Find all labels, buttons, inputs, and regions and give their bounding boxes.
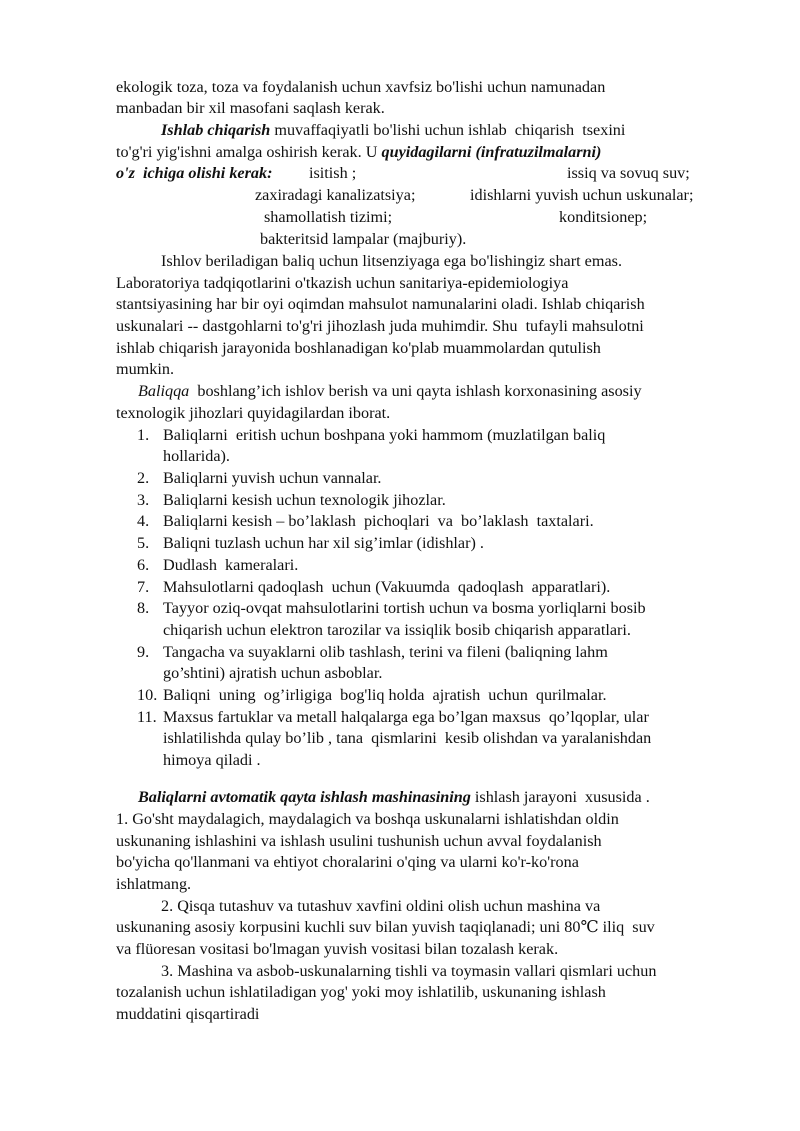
- paragraph-line: Laboratoriya tadqiqotlarini o'tkazish uchun sanitariya-epidemiologiya: [116, 274, 569, 292]
- list-item: Dudlash kameralari.: [163, 556, 299, 574]
- paragraph-line: muddatini qisqartiradi: [116, 1005, 260, 1023]
- list-number: 1.: [137, 426, 150, 444]
- paragraph-line: [138, 381, 642, 402]
- list-item: Baliqni uning og’irligiga bog'liq holda ajratish uchun qurilmalar.: [163, 686, 607, 704]
- paragraph-line: 2. Qisqa tutashuv va tutashuv xavfini oldini olish uchun mashina va: [161, 897, 601, 915]
- list-item: Baliqni tuzlash uchun har xil sig’imlar (idishlar) .: [163, 534, 484, 552]
- paragraph-line: uskunaning asosiy korpusini kuchli suv bilan yuvish taqiqlanadi; uni 80℃ iliq suv: [116, 918, 655, 936]
- list-item: Baliqlarni eritish uchun boshpana yoki hammom (muzlatilgan baliq: [163, 426, 606, 444]
- list-number: 5.: [137, 534, 150, 552]
- paragraph-line: manbadan bir xil masofani saqlash kerak.: [116, 99, 385, 117]
- list-item: hollarida).: [163, 447, 230, 465]
- paragraph-line: bo'yicha qo'llanmani va ehtiyot choralarini o'qing va ularni ko'r-ko'rona: [116, 853, 579, 871]
- list-number: 3.: [137, 491, 150, 509]
- bold-term: quyidagilarni (infratuzilmalarni): [381, 143, 602, 161]
- paragraph-line: ekologik toza, toza va foydalanish uchun xavfsiz bo'lishi uchun namunadan: [116, 78, 606, 96]
- infra-item: issiq va sovuq suv;: [567, 164, 690, 182]
- infra-item: isitish ;: [309, 164, 357, 182]
- list-item: Baliqlarni kesish uchun texnologik jihozlar.: [163, 491, 446, 509]
- text-run: ishlash jarayoni xususida .: [470, 788, 650, 806]
- list-number: 9.: [137, 643, 150, 661]
- list-number: 8.: [137, 599, 150, 617]
- text-run: boshlang’ich ishlov berish va uni qayta ishlash korxonasining asosiy: [189, 382, 642, 400]
- bold-term: o'z ichiga olishi kerak:: [116, 164, 273, 182]
- list-item: Tayyor oziq-ovqat mahsulotlarini tortish uchun va bosma yorliqlarni bosib: [163, 599, 646, 617]
- paragraph-line: uskunaning ishlashini va ishlash usulini tushunish uchun avval foydalanish: [116, 832, 602, 850]
- infra-item: idishlarni yuvish uchun uskunalar;: [470, 186, 694, 204]
- paragraph-line: ishlab chiqarish jarayonida boshlanadigan ko'plab muammolardan qutulish: [116, 339, 601, 357]
- paragraph-line: [116, 142, 601, 163]
- list-number: 2.: [137, 469, 150, 487]
- paragraph-line: 3. Mashina va asbob-uskunalarning tishli va toymasin vallari qismlari uchun: [161, 962, 657, 980]
- infra-item: zaxiradagi kanalizatsiya;: [255, 186, 416, 204]
- paragraph-line: texnologik jihozlari quyidagilardan iborat.: [116, 404, 391, 422]
- list-item: himoya qiladi .: [163, 751, 261, 769]
- list-item: Tangacha va suyaklarni olib tashlash, terini va fileni (baliqning lahm: [163, 643, 608, 661]
- bold-term: Baliqlarni avtomatik qayta ishlash mashinasining: [138, 788, 471, 806]
- text-run: to'g'ri yig'ishni amalga oshirish kerak. U: [116, 143, 382, 161]
- infra-item: konditsionep;: [559, 208, 648, 226]
- paragraph-line: 1. Go'sht maydalagich, maydalagich va boshqa uskunalarni ishlatishdan oldin: [116, 810, 619, 828]
- paragraph-line: tozalanish uchun ishlatiladigan yog' yoki moy ishlatilib, uskunaning ishlash: [116, 983, 606, 1001]
- paragraph-line: mumkin.: [116, 360, 175, 378]
- paragraph-line: stantsiyasining har bir oyi oqimdan mahsulot namunalarini oladi. Ishlab chiqarish: [116, 295, 645, 313]
- italic-term: Baliqqa: [138, 382, 190, 400]
- list-item: Baliqlarni yuvish uchun vannalar.: [163, 469, 382, 487]
- list-item: Baliqlarni kesish – bo’laklash pichoqlari va bo’laklash taxtalari.: [163, 512, 594, 530]
- list-item: Maxsus fartuklar va metall halqalarga ega bo’lgan maxsus qo’lqoplar, ular: [163, 708, 649, 726]
- paragraph-line: ishlatmang.: [116, 875, 192, 893]
- paragraph-line: uskunalari -- dastgohlarni to'g'ri jihozlash juda muhimdir. Shu tufayli mahsulotni: [116, 317, 644, 335]
- infra-item: shamollatish tizimi;: [264, 208, 393, 226]
- list-item: go’shtini) ajratish uchun asboblar.: [163, 664, 383, 682]
- list-item: chiqarish uchun elektron tarozilar va issiqlik bosib chiqarish apparatlari.: [163, 621, 631, 639]
- paragraph-line: Ishlov beriladigan baliq uchun litsenziyaga ega bo'lishingiz shart emas.: [161, 252, 622, 270]
- bold-term: Ishlab chiqarish: [161, 121, 271, 139]
- list-item: ishlatilishda qulay bo’lib , tana qismlarini kesib olishdan va yaralanishdan: [163, 729, 652, 747]
- list-number: 4.: [137, 512, 150, 530]
- paragraph-line: [138, 787, 650, 808]
- list-number: 10.: [137, 686, 158, 704]
- list-item: Mahsulotlarni qadoqlash uchun (Vakuumda qadoqlash apparatlari).: [163, 578, 611, 596]
- list-number: 11.: [137, 708, 157, 726]
- list-number: 7.: [137, 578, 150, 596]
- infra-item: bakteritsid lampalar (majburiy).: [260, 230, 467, 248]
- list-number: 6.: [137, 556, 150, 574]
- paragraph-line: [161, 120, 625, 141]
- text-run: muvaffaqiyatli bo'lishi uchun ishlab chiqarish tsexini: [270, 121, 626, 139]
- paragraph-line: va flüoresan vositasi bo'lmagan yuvish vositasi bilan tozalash kerak.: [116, 940, 559, 958]
